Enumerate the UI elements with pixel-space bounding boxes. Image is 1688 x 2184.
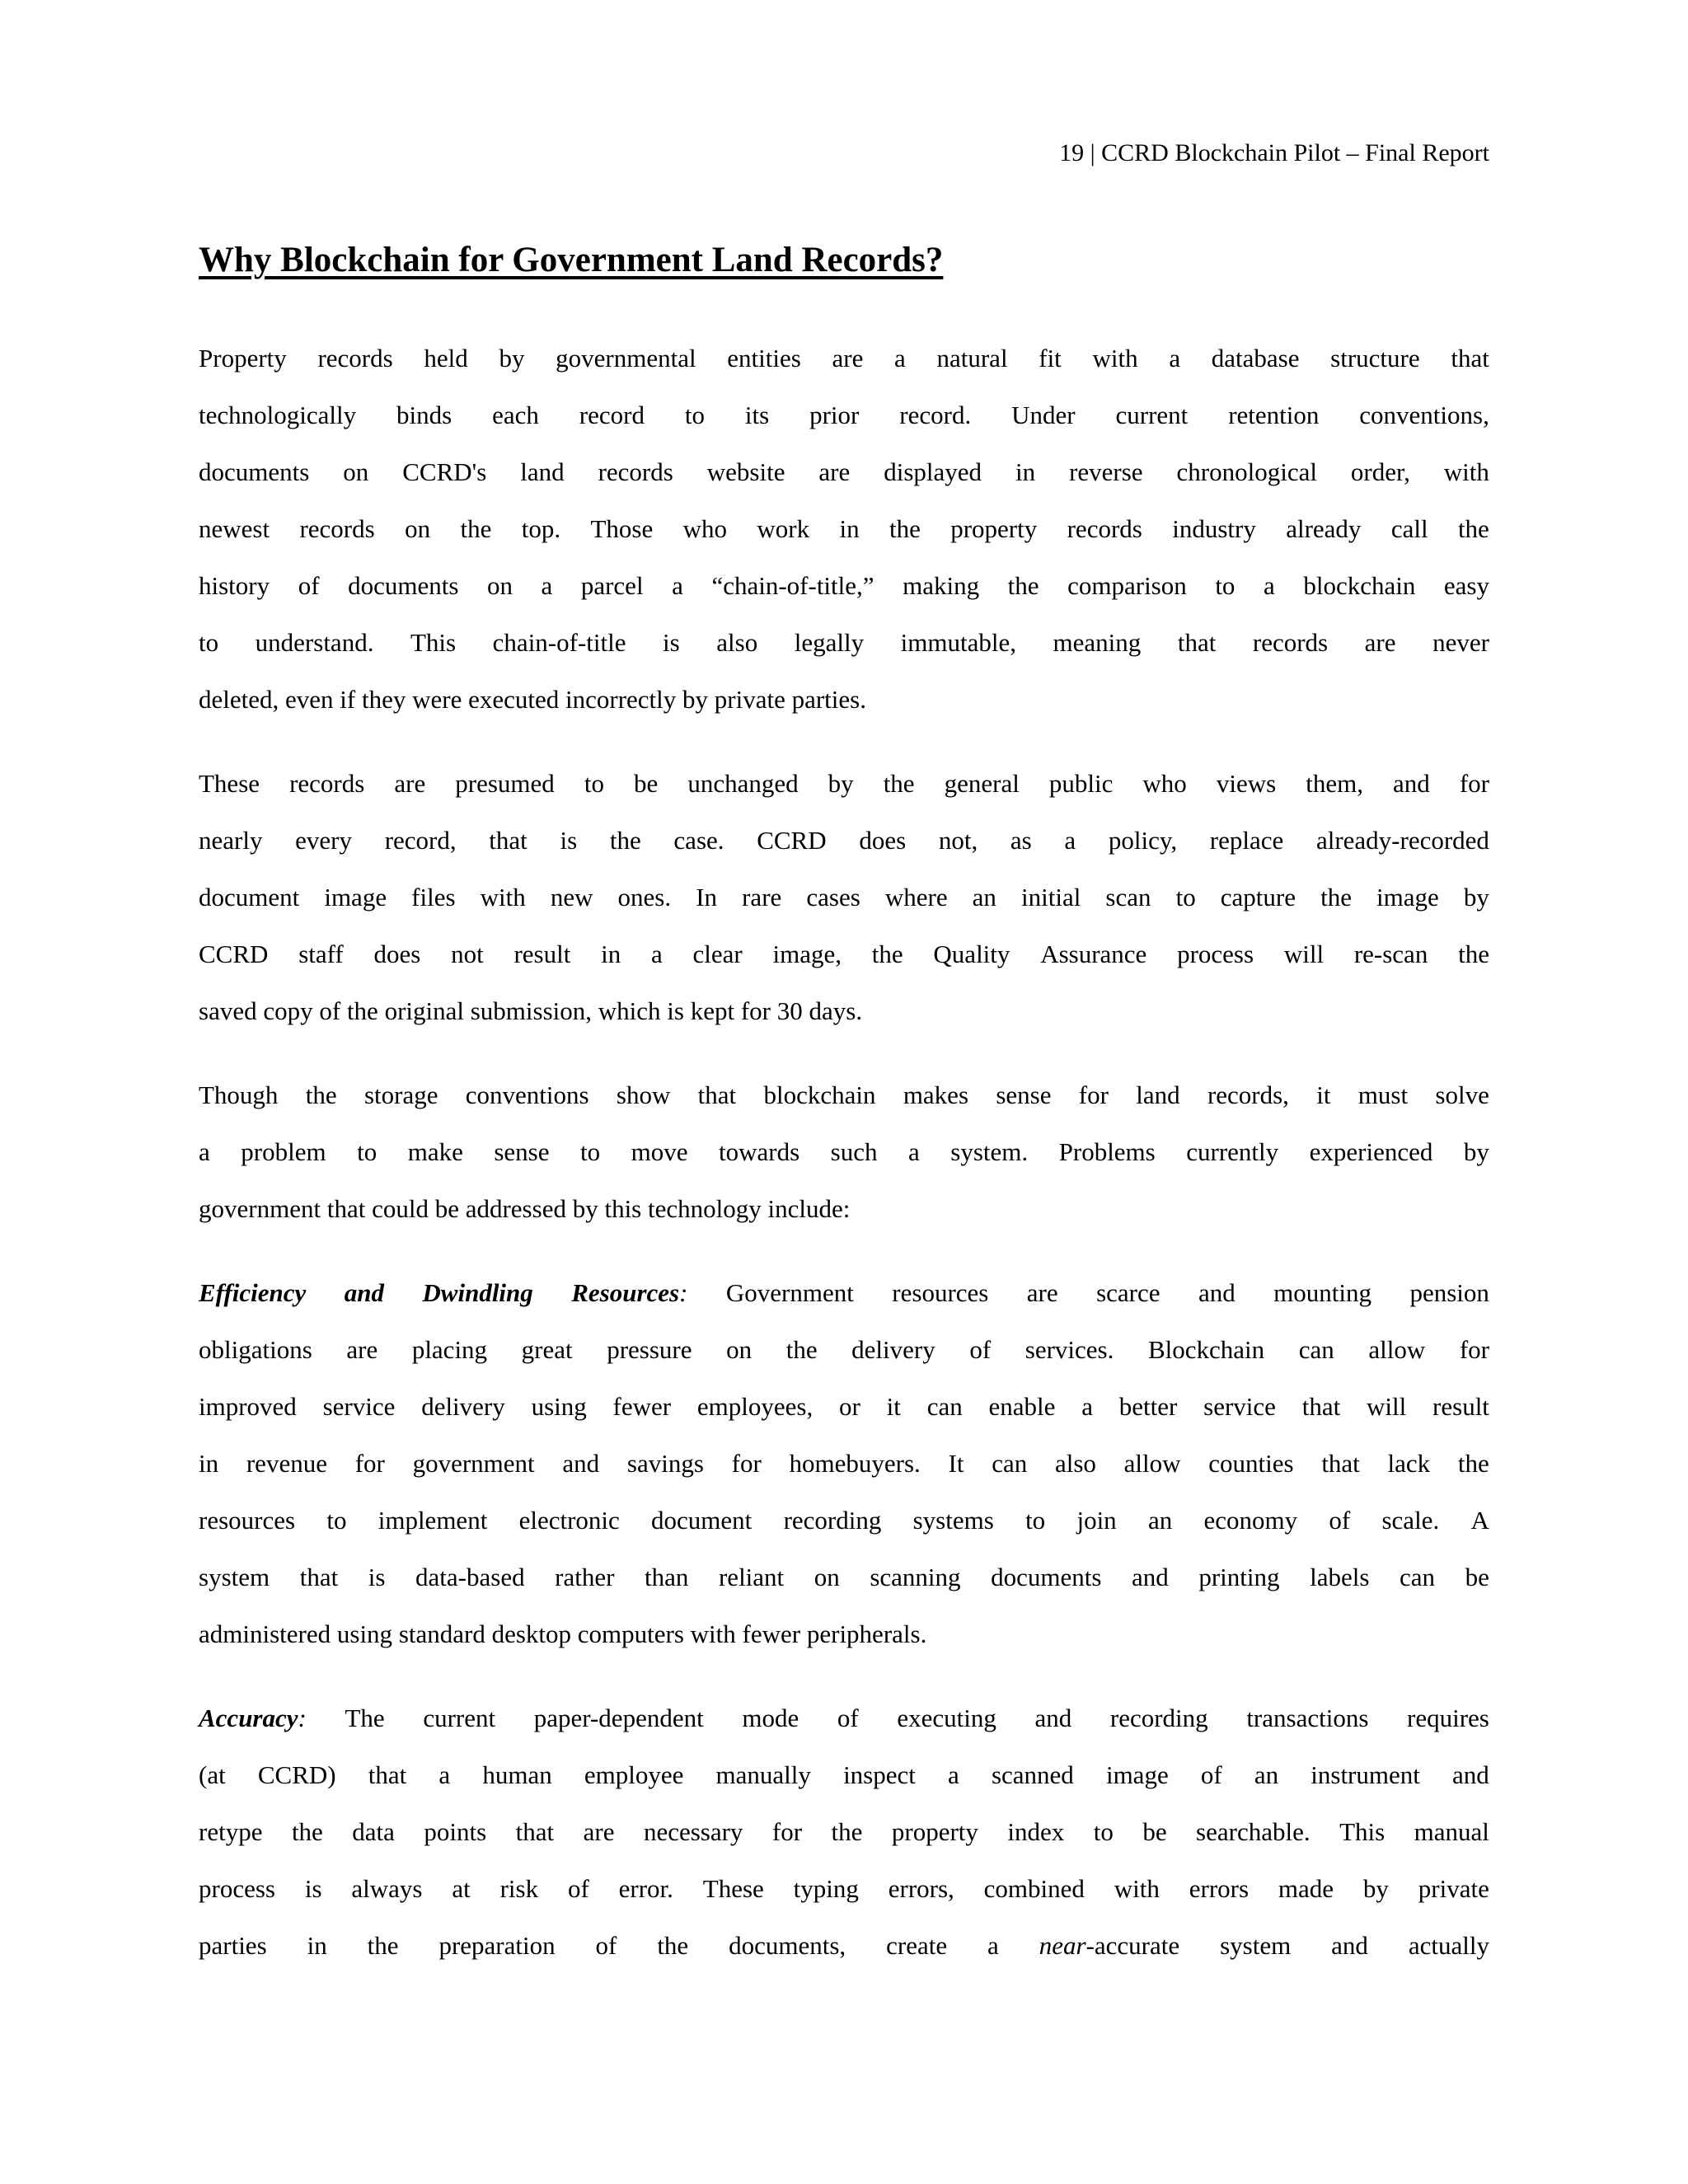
paragraph-problems-intro	[199, 1066, 1489, 1237]
paragraph-chain-of-title	[199, 330, 1489, 728]
text-line: Efficiency and Dwindling Resources: Government resources are scarce and mounting pension	[199, 1278, 1489, 1307]
report-title: CCRD Blockchain Pilot – Final Report	[1101, 139, 1489, 166]
text-line: These records are presumed to be unchanged by the general public who views them, and for	[199, 769, 1489, 798]
text-line: retype the data points that are necessary for the property index to be searchable. This manual	[199, 1817, 1489, 1846]
text-line: obligations are placing great pressure on the delivery of services. Blockchain can allow for	[199, 1335, 1489, 1364]
paragraph-accuracy	[199, 1690, 1489, 1974]
text-line: parties in the preparation of the documents, create a near-accurate system and actually	[199, 1931, 1489, 1960]
text-line: CCRD staff does not result in a clear image, the Quality Assurance process will re-scan the	[199, 940, 1489, 968]
text-line: documents on CCRD's land records website are displayed in reverse chronological order, with	[199, 457, 1489, 486]
text-line: administered using standard desktop computers with fewer peripherals.	[199, 1619, 927, 1648]
header-separator: |	[1090, 139, 1095, 166]
section-heading: Why Blockchain for Government Land Records?	[199, 241, 944, 279]
page-number: 19	[1059, 139, 1085, 166]
text-line: saved copy of the original submission, which is kept for 30 days.	[199, 996, 863, 1025]
text-line: process is always at risk of error. These typing errors, combined with errors made by private	[199, 1874, 1489, 1903]
text-line: (at CCRD) that a human employee manually inspect a scanned image of an instrument and	[199, 1760, 1489, 1789]
text-line: improved service delivery using fewer employees, or it can enable a better service that will result	[199, 1392, 1489, 1421]
text-line: in revenue for government and savings for homebuyers. It can also allow counties that lack the	[199, 1449, 1489, 1478]
text-line: nearly every record, that is the case. CCRD does not, as a policy, replace already-recorded	[199, 826, 1489, 855]
text-line: Property records held by governmental entities are a natural fit with a database structure that	[199, 344, 1489, 373]
text-line: newest records on the top. Those who work in the property records industry already call the	[199, 514, 1489, 543]
body-text	[199, 330, 1489, 2001]
text-line: resources to implement electronic document recording systems to join an economy of scale. A	[199, 1506, 1489, 1535]
page-header	[1059, 138, 1489, 168]
text-line: Accuracy: The current paper-dependent mode of executing and recording transactions requires	[199, 1704, 1489, 1732]
text-line: document image files with new ones. In rare cases where an initial scan to capture the image by	[199, 883, 1489, 912]
paragraph-unchanged-records	[199, 755, 1489, 1039]
text-line: government that could be addressed by this technology include:	[199, 1194, 851, 1223]
text-line: deleted, even if they were executed incorrectly by private parties.	[199, 685, 866, 714]
text-line: a problem to make sense to move towards such a system. Problems currently experienced by	[199, 1137, 1489, 1166]
text-line: system that is data-based rather than reliant on scanning documents and printing labels can be	[199, 1563, 1489, 1591]
text-line: Though the storage conventions show that blockchain makes sense for land records, it must solve	[199, 1080, 1489, 1109]
text-line: history of documents on a parcel a “chain-of-title,” making the comparison to a blockchain easy	[199, 571, 1489, 600]
text-line: technologically binds each record to its prior record. Under current retention conventions,	[199, 401, 1489, 429]
paragraph-efficiency	[199, 1264, 1489, 1662]
text-line: to understand. This chain-of-title is also legally immutable, meaning that records are never	[199, 628, 1489, 657]
